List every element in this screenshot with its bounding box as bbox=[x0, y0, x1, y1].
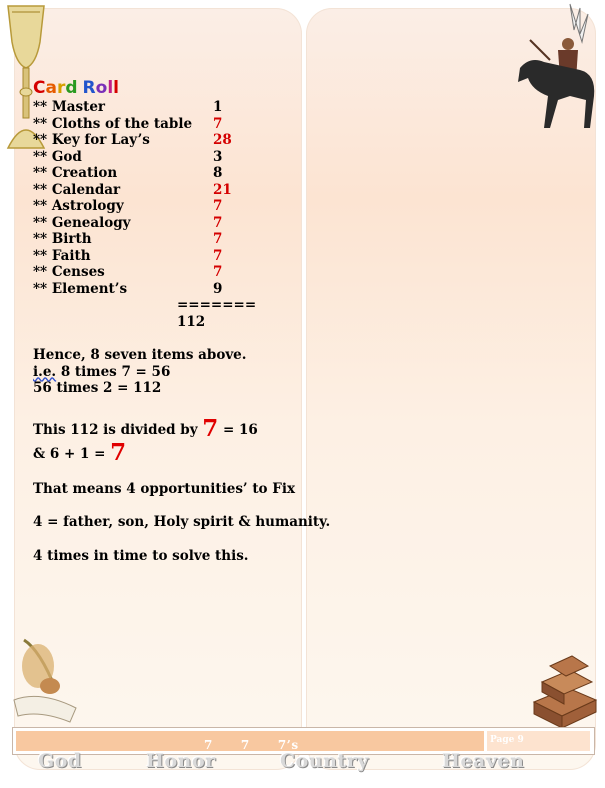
list-item bbox=[33, 215, 353, 232]
heading-letter: d bbox=[65, 78, 78, 98]
list-item bbox=[33, 264, 353, 281]
item-value: 7 bbox=[213, 198, 223, 214]
item-value: 7 bbox=[213, 115, 223, 132]
divided-line: This 112 is divided by 7 = 16 bbox=[33, 414, 258, 442]
item-value: 8 bbox=[213, 165, 223, 181]
heading-letter: r bbox=[56, 78, 66, 98]
footer-sevens: 7 7 7’s bbox=[204, 738, 299, 752]
item-value: 7 bbox=[213, 231, 223, 247]
heading-letter: o bbox=[95, 78, 108, 98]
hence-line: Hence, 8 seven items above. bbox=[33, 347, 247, 363]
item-label: ** Censes bbox=[33, 264, 105, 280]
list-item bbox=[33, 281, 353, 298]
big-seven-2: 7 bbox=[110, 439, 127, 466]
list-item bbox=[33, 165, 353, 182]
ie-line: i.e. 8 times 7 = 56 bbox=[33, 363, 171, 380]
list-item bbox=[33, 231, 353, 248]
item-label: ** Genealogy bbox=[33, 214, 131, 231]
motto-god: God bbox=[38, 750, 82, 772]
item-value: 7 bbox=[213, 214, 223, 231]
four-line: 4 = father, son, Holy spirit & humanity. bbox=[33, 514, 331, 530]
heading-letter: l bbox=[107, 78, 114, 98]
times-line: 4 times in time to solve this. bbox=[33, 547, 249, 564]
heading-letter: a bbox=[45, 78, 57, 98]
item-value: 21 bbox=[213, 181, 232, 198]
list-item bbox=[33, 198, 353, 215]
horse-rider-icon bbox=[510, 0, 602, 135]
item-label: ** Birth bbox=[33, 231, 92, 247]
line-56: 56 times 2 = 112 bbox=[33, 380, 162, 396]
motto-country: Country bbox=[280, 750, 369, 772]
quill-scroll-icon bbox=[10, 630, 82, 725]
item-value: 7 bbox=[213, 247, 223, 264]
item-label: ** Master bbox=[33, 99, 106, 115]
motto-honor: Honor bbox=[146, 750, 216, 772]
list-item bbox=[33, 116, 353, 133]
card-roll-heading bbox=[33, 78, 353, 98]
item-label: ** God bbox=[33, 148, 82, 165]
item-label: ** Calendar bbox=[33, 181, 121, 198]
separator-row bbox=[33, 297, 353, 314]
item-label: ** Creation bbox=[33, 165, 118, 181]
motto-heaven: Heaven bbox=[442, 750, 525, 772]
item-value: 1 bbox=[213, 99, 223, 115]
item-value: 7 bbox=[213, 264, 223, 280]
big-seven-1: 7 bbox=[202, 414, 219, 442]
books-stack-icon bbox=[528, 652, 600, 730]
item-label: ** Astrology bbox=[33, 198, 124, 214]
item-value: 3 bbox=[213, 148, 223, 165]
total-row bbox=[33, 314, 353, 331]
list-item bbox=[33, 99, 353, 116]
item-list bbox=[33, 99, 353, 297]
page-number: Page 9 bbox=[490, 735, 524, 745]
item-label: ** Key for Lay’s bbox=[33, 132, 150, 148]
list-item bbox=[33, 182, 353, 199]
means-line: That means 4 opportunities’ to Fix bbox=[33, 480, 296, 497]
total-value: 112 bbox=[177, 313, 206, 330]
item-value: 9 bbox=[213, 280, 223, 297]
heading-letter: R bbox=[82, 78, 96, 98]
sum-line: & 6 + 1 = 7 bbox=[33, 439, 127, 466]
item-value: 28 bbox=[213, 132, 232, 148]
heading-letter: C bbox=[33, 78, 46, 98]
separator: ======= bbox=[177, 297, 257, 313]
item-label: ** Element’s bbox=[33, 280, 128, 297]
ie-abbr: i.e. bbox=[33, 363, 57, 380]
list-item bbox=[33, 248, 353, 265]
list-item bbox=[33, 132, 353, 149]
list-item bbox=[33, 149, 353, 166]
item-label: ** Cloths of the table bbox=[33, 115, 193, 132]
heading-letter: l bbox=[113, 78, 119, 98]
item-label: ** Faith bbox=[33, 247, 91, 264]
page-content bbox=[33, 78, 353, 564]
